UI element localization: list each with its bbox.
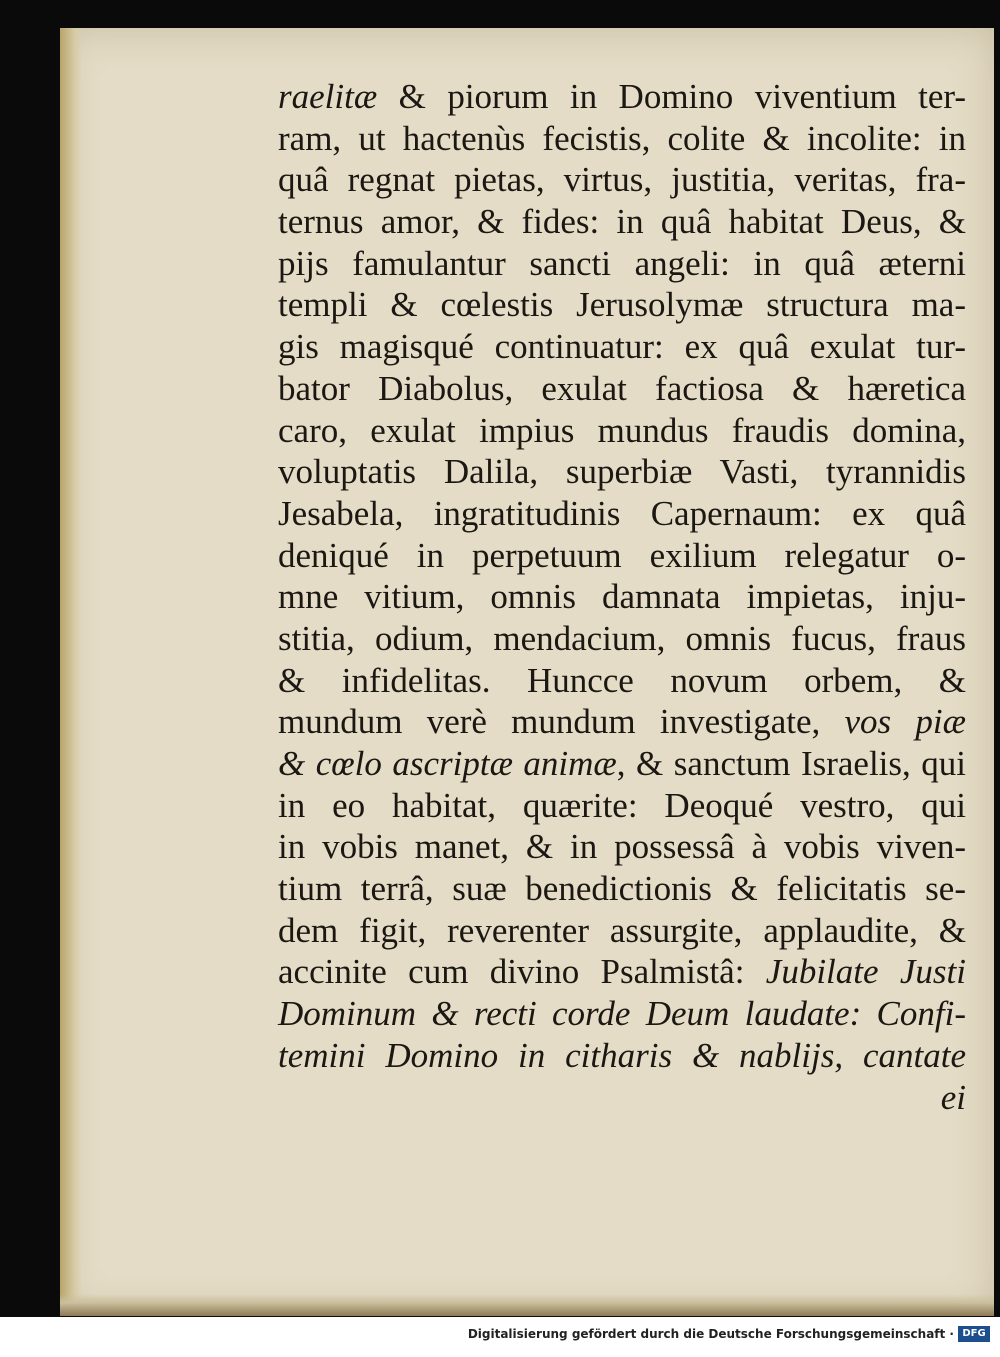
text-line <box>278 326 966 368</box>
text-line <box>278 493 966 535</box>
text-segment: in eo habitat, quærite: Deoqué vestro, qui <box>278 785 966 825</box>
text-segment: bator Diabolus, exulat factiosa & hæretica <box>278 368 966 408</box>
text-line <box>278 368 966 410</box>
text-line <box>278 284 966 326</box>
funding-notice: Digitalisierung gefördert durch die Deutsche Forschungsgemeinschaft · <box>467 1327 954 1341</box>
text-segment: caro, exulat impius mundus fraudis domina, <box>278 410 966 450</box>
text-segment: mne vitium, omnis damnata impietas, inju- <box>278 577 966 617</box>
text-line <box>278 1035 966 1077</box>
text-line <box>278 159 966 201</box>
text-line <box>278 993 966 1035</box>
text-line <box>278 785 966 827</box>
text-segment: deniqué in perpetuum exilium relegatur o- <box>278 535 966 575</box>
text-line <box>278 743 966 785</box>
text-segment: quâ regnat pietas, virtus, justitia, veritas, fra- <box>278 160 966 200</box>
text-segment: & piorum in Domino viventium ter- <box>377 77 966 116</box>
text-segment: pijs famulantur sancti angeli: in quâ æterni <box>278 243 966 283</box>
page-bottom-edge <box>60 1294 994 1316</box>
italic-segment: & cœlo ascriptæ animæ <box>278 744 617 783</box>
catchword: ei <box>940 1077 966 1117</box>
text-segment: , & sanctum Israelis, qui <box>616 744 967 783</box>
text-line <box>278 410 966 452</box>
italic-segment: raelitæ <box>278 77 378 116</box>
text-segment: & infidelitas. Huncce novum orbem, & <box>278 660 966 700</box>
book-page <box>60 28 994 1316</box>
dfg-logo-icon: DFG <box>958 1326 990 1342</box>
text-line <box>278 76 966 118</box>
text-line <box>278 910 966 952</box>
text-segment: in vobis manet, & in possessâ à vobis viven- <box>278 827 966 867</box>
footer-bar <box>0 1317 1000 1357</box>
text-line <box>278 618 966 660</box>
text-segment: dem figit, reverenter assurgite, applaudite, & <box>278 910 966 950</box>
text-line <box>278 701 966 743</box>
text-line <box>278 951 966 993</box>
italic-segment: vos piæ <box>844 702 966 742</box>
text-segment: mundum verè mundum investigate, <box>278 702 845 742</box>
text-segment: voluptatis Dalila, superbiæ Vasti, tyrannidis <box>278 452 966 492</box>
text-segment: ram, ut hactenùs fecistis, colite & incolite: in <box>278 118 966 158</box>
text-line <box>278 660 966 702</box>
italic-segment: Dominum & recti corde Deum laudate: Confi- <box>278 994 966 1034</box>
page-gutter-shadow <box>60 28 82 1316</box>
text-segment: Jesabela, ingratitudinis Capernaum: ex quâ <box>278 493 966 533</box>
text-line <box>278 576 966 618</box>
text-segment: ternus amor, & fides: in quâ habitat Deus, & <box>278 202 966 242</box>
text-line <box>278 201 966 243</box>
text-line <box>278 826 966 868</box>
text-line <box>278 118 966 160</box>
text-line <box>278 535 966 577</box>
italic-segment: temini Domino in citharis & nablijs, cantate <box>278 1035 966 1075</box>
text-segment: accinite cum divino Psalmistâ: <box>278 952 766 992</box>
text-segment: gis magisqué continuatur: ex quâ exulat tur- <box>278 327 966 367</box>
text-segment: tium terrâ, suæ benedictionis & felicitatis se- <box>278 869 966 909</box>
text-line <box>278 243 966 285</box>
page-text-block <box>278 76 966 1118</box>
italic-segment: Jubilate Justi <box>765 952 966 992</box>
text-line <box>278 451 966 493</box>
text-segment: templi & cœlestis Jerusolymæ structura ma- <box>278 285 966 325</box>
text-segment: stitia, odium, mendacium, omnis fucus, fraus <box>278 618 966 658</box>
text-line <box>278 868 966 910</box>
